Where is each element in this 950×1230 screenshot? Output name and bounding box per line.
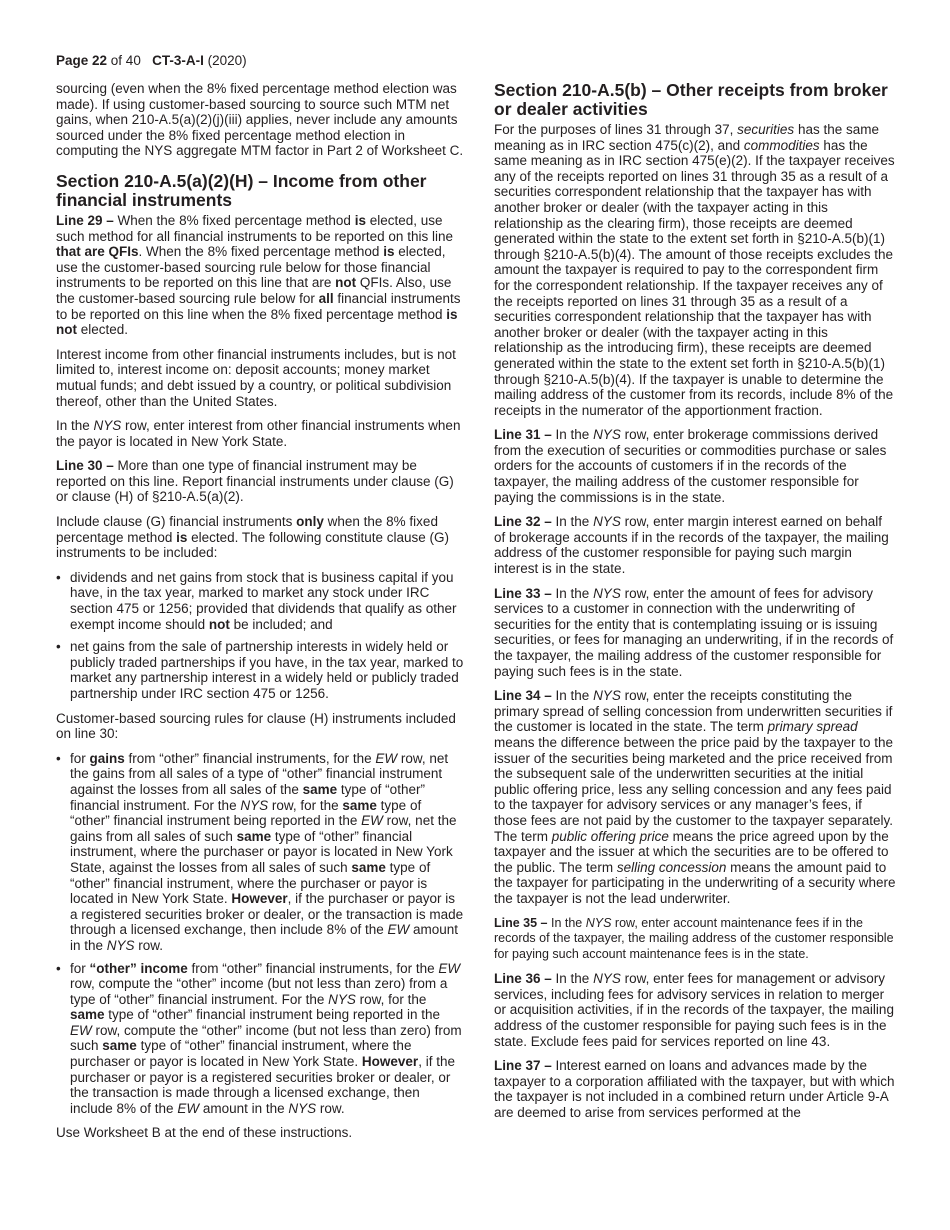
left-column	[56, 81, 464, 1150]
text-run: row.	[134, 937, 164, 953]
bullet-icon: •	[56, 960, 61, 976]
italic-run: EW	[361, 813, 383, 829]
line-label: Line 35 –	[494, 915, 548, 930]
bold-run: same	[102, 1038, 137, 1054]
text-run: . When the 8% fixed percentage method	[138, 244, 384, 260]
interest-paragraph: Interest income from other financial instruments includes, but is not limited to, interest income on: deposit accounts; money market mutual funds; and debt issued by a country, or political subdivision thereof, other than the United States.	[56, 346, 456, 409]
text-run: Include clause (G) financial instruments	[56, 514, 297, 530]
bold-run: all	[318, 290, 334, 306]
bold-run: is	[176, 529, 188, 545]
bullet-icon: •	[56, 750, 61, 766]
bold-run: only	[296, 514, 324, 530]
bold-run: is	[383, 244, 395, 260]
right-column	[494, 81, 896, 1130]
italic-run: EW	[375, 750, 398, 766]
text-run: row, enter the receipts constituting the primary spread of selling concession from underwritten securities if the customer is located in the state. The term	[494, 688, 893, 735]
text-run: In the	[551, 971, 594, 987]
text-run: type of “other” financial instrument being reported in the	[104, 1007, 440, 1023]
clause-h-list	[56, 751, 464, 1117]
list-item	[56, 570, 464, 632]
line-30-paragraph	[56, 458, 464, 505]
italic-run: primary spread	[767, 719, 858, 735]
italic-run: commodities	[743, 137, 820, 153]
text-run: More than one type of financial instrument may be reported on this line. Report financial instruments under clause (G) or clause (H) of §210-A.5(a)(2).	[56, 458, 454, 505]
line-label: Line 31 –	[494, 427, 552, 443]
italic-run: NYS	[240, 797, 269, 813]
text-run: has the same meaning as in IRC section 475(c)(2), and	[494, 122, 879, 153]
bold-run: is	[354, 212, 366, 228]
italic-run: EW	[438, 960, 461, 976]
text-run: In the	[56, 418, 94, 434]
text-run: elected. The following constitute clause (G) instruments to be included:	[56, 529, 449, 561]
text-run: In the	[551, 688, 594, 704]
line-29-paragraph	[56, 213, 464, 338]
text-run: type of “other” financial instrument being reported in the	[70, 797, 422, 829]
page-header	[56, 53, 247, 68]
list-item	[56, 961, 464, 1117]
page-total: of 40	[107, 53, 141, 68]
bold-run: same	[70, 1007, 105, 1023]
line-label: Line 30 –	[56, 458, 114, 474]
italic-run: NYS	[288, 1100, 317, 1116]
italic-run: EW	[177, 1100, 200, 1116]
line-label: Line 34 –	[494, 688, 552, 704]
text-run: row, enter the amount of fees for advisory services to a customer in connection with the underwriting of securities for the entity that is contemplating issuing or is issuing securities, or fees for managing an underwriting, if in the records of the taxpayer, the mailing address of the customer responsible for paying such fees is in the state.	[494, 585, 894, 679]
text-run: from “other” financial instruments, for the	[124, 750, 376, 766]
text-run: In the	[551, 585, 594, 601]
bold-run: same	[302, 781, 338, 797]
bold-run: gains	[89, 750, 125, 766]
text-run: row, compute the “other” income (but not less than zero) from a type of “other” financial instrument. For the	[70, 976, 448, 1007]
text-run: In the	[547, 915, 586, 930]
italic-run: selling concession	[616, 859, 727, 875]
text-run: row, enter brokerage commissions derived from the execution of securities or commodities purchase or sales orders for the accounts of customers if in the records of the taxpayer, the mailing address of the customer responsible for paying the commissions is in the state.	[494, 427, 887, 505]
text-run: amount in the	[199, 1100, 289, 1116]
line-label: Line 29 –	[56, 212, 114, 228]
italic-run: EW	[387, 922, 410, 938]
text-run: for	[70, 750, 90, 766]
line-label: Line 36 –	[494, 971, 552, 987]
italic-run: NYS	[593, 514, 621, 530]
bold-run: “other” income	[89, 960, 188, 976]
purposes-paragraph	[494, 122, 896, 418]
text-run: In the	[551, 514, 594, 530]
text-run: financial instruments to be reported on this line when the 8% fixed percentage method	[56, 290, 461, 322]
text-run: type of “other” financial instrument. For the	[70, 781, 425, 813]
text-run: row, net the gains from all sales of a type of “other” financial instrument against the losses from all sales of the	[70, 750, 449, 797]
text-run: In the	[551, 427, 594, 443]
italic-run: public offering price	[551, 828, 669, 844]
bold-run: same	[236, 828, 272, 844]
bold-run: not	[335, 275, 357, 291]
text-run: has the same meaning as in IRC section 475(e)(2). If the taxpayer receives any of the receipts reported on lines 31 through 35 as a result of a securities correspondent relationship that the taxpayer has with another broker or dealer (with the taxpayer acting in this relationship as the clearing firm), those receipts are deemed generated within the state to the extent set forth in §210-A.5(b)(1) through §210-A.5(b)(4). The amount of those receipts excludes the amount the taxpayer is required to pay to the correspondent firm for the correspondent relationship. If the taxpayer receives any of the receipts reported on lines 31 through 35 as a result of a securities correspondent relationship that the taxpayer has with another broker or dealer (with the taxpayer acting in this relationship as the introducing firm), these receipts are deemed generated within the state to the extent set forth in §210-A.5(b)(1) through §210-A.5(b)(4). If the taxpayer is unable to determine the mailing address of the customer from its records, include 8% of the receipts in the numerator of the apportionment fraction.	[494, 137, 895, 418]
text-run: be included; and	[229, 616, 333, 632]
italic-run: NYS	[106, 937, 135, 953]
italic-run: NYS	[93, 418, 122, 434]
text-run: row, net the gains from all sales of such	[70, 813, 457, 844]
text-run: means the price agreed upon by the taxpayer and the issuer at which the securities are to be offered to the public. The term	[494, 828, 889, 875]
bold-run: not	[208, 616, 230, 632]
worksheet-note: Use Worksheet B at the end of these instructions.	[56, 1125, 353, 1141]
text-run: row, enter account maintenance fees if in the records of the taxpayer, the mailing address of the customer responsible for paying such account maintenance fees is in the state.	[494, 915, 894, 961]
bold-run: that are QFIs	[56, 244, 139, 260]
page-number: Page 22	[56, 53, 108, 68]
text-run: from “other” financial instruments, for the	[187, 960, 439, 976]
line-35-paragraph	[494, 916, 896, 963]
text-run: elected, use such method for all financial instruments to be reported on this line	[56, 212, 453, 244]
line-31-paragraph	[494, 427, 896, 505]
line-label: Line 33 –	[494, 585, 552, 601]
italic-run: EW	[70, 1022, 92, 1038]
list-item	[56, 751, 464, 954]
list-item	[56, 639, 464, 701]
section-title-h: Section 210-A.5(a)(2)(H) – Income from other financial instruments	[56, 170, 427, 210]
line-label: Line 37 –	[494, 1058, 552, 1074]
bold-run: is not	[56, 306, 458, 338]
text-run: means the amount paid to the taxpayer for participating in the underwriting of a security where the taxpayer is not the lead underwriter.	[494, 859, 896, 906]
customer-rules-paragraph: Customer-based sourcing rules for clause (H) instruments included on line 30:	[56, 710, 456, 742]
line-label: Line 32 –	[494, 514, 552, 530]
text-run: row, for the	[355, 991, 427, 1007]
line-37-paragraph	[494, 1058, 896, 1120]
text-run: elected.	[77, 322, 129, 338]
line-33-paragraph	[494, 586, 896, 680]
section-title-b: Section 210-A.5(b) – Other receipts from broker or dealer activities	[494, 80, 888, 119]
clause-g-list	[56, 570, 464, 702]
text-run: , if the purchaser or payor is a registered securities broker or dealer, or the transaction is made through a licensed exchange, then include 8% of the	[70, 891, 464, 938]
text-run: amount in the	[70, 922, 459, 953]
line-34-paragraph	[494, 688, 896, 906]
form-id: CT-3-A-I	[152, 53, 204, 68]
text-run: dividends and net gains from stock that is business capital if you have, in the tax year, marked to market any stock under IRC section 475 or 1256; provided that dividends that qualify as other exempt income should	[70, 569, 457, 632]
text-run: When the 8% fixed percentage method	[113, 212, 355, 228]
text-run: for	[70, 960, 90, 976]
italic-run: securities	[737, 122, 795, 137]
text-run: type of “other” financial instrument, where the purchaser or payor is located in New York State.	[70, 859, 431, 907]
text-run: row, enter fees for management or advisory services, including fees for advisory services in relation to merger or acquisition activities, if in the records of the taxpayer, the mailing address of the customer responsible for paying such fees is in the state. Exclude fees paid for services reported on line 43.	[494, 971, 894, 1049]
bold-run: same	[351, 859, 386, 875]
bullet-icon: •	[56, 569, 61, 585]
form-year: (2020)	[203, 53, 247, 68]
text-run: means the difference between the price paid by the taxpayer to the issuer of the securities being marketed and the price received from the subsequent sale of the underwritten securities at the initial public offering price, less any selling concession and any fees paid to the taxpayer for advisory services or any manager’s fees, if those fees are not paid by the customer to the taxpayer separately. The term	[494, 734, 894, 844]
text-run: row, enter margin interest earned on behalf of brokerage accounts if in the records of the taxpayer, the mailing address of the customer responsible for paying such margin interest is in the state.	[494, 514, 889, 577]
line-32-paragraph	[494, 514, 896, 576]
italic-run: NYS	[328, 991, 356, 1007]
text-run: type of “other” financial instrument, where the purchaser or payor is located in New York State, against the losses from all sales of such	[70, 828, 453, 875]
text-run: row, compute the “other” income (but not less than zero) from such	[70, 1022, 462, 1054]
italic-run: NYS	[593, 688, 621, 704]
text-run: type of “other” financial instrument, where the purchaser or payor is located in New York State.	[70, 1038, 412, 1070]
italic-run: NYS	[593, 971, 621, 987]
text-run: row.	[316, 1100, 345, 1116]
clause-g-paragraph	[56, 514, 464, 561]
intro-paragraph: sourcing (even when the 8% fixed percentage method election was made). If using customer-based sourcing to source such MTM net gains, when 210-A.5(a)(2)(j)(iii) applies, never include any amounts sourced under the 8% fixed percentage method election in computing the NYS aggregate MTM factor in Part 2 of Worksheet C.	[56, 81, 464, 159]
text-run: net gains from the sale of partnership interests in widely held or publicly traded partnerships if you have, in the tax year, marked to market any partnership interest in a widely held or publicly traded partnership under IRC section 475 or 1256.	[70, 639, 464, 701]
nys-interest-paragraph	[56, 418, 464, 449]
bold-run: However	[231, 891, 288, 907]
text-run: QFIs. Also, use the customer-based sourcing rule below for	[56, 275, 452, 306]
bold-run: same	[342, 797, 377, 813]
text-run: For the purposes of lines 31 through 37,	[494, 122, 738, 137]
line-36-paragraph	[494, 971, 896, 1049]
italic-run: NYS	[593, 585, 621, 601]
text-run: , if the purchaser or payor is a registered securities broker or dealer, or the transaction is made through a licensed exchange, then include 8% of the	[70, 1054, 455, 1116]
bullet-icon: •	[56, 639, 61, 655]
italic-run: NYS	[585, 915, 612, 930]
text-run: Interest earned on loans and advances made by the taxpayer to a corporation affiliated with the taxpayer, but with which the taxpayer is not included in a combined return under Article 9-A are deemed to arise from services performed at the	[494, 1058, 895, 1121]
text-run: row, for the	[268, 797, 343, 813]
text-run: when the 8% fixed percentage method	[56, 514, 438, 545]
text-run: row, enter interest from other financial instruments when the payor is located in New York State.	[56, 418, 461, 449]
italic-run: NYS	[593, 427, 621, 443]
text-run: elected, use the customer-based sourcing rule below for those financial instruments to be reported on this line that are	[56, 244, 446, 291]
bold-run: However	[361, 1054, 419, 1070]
